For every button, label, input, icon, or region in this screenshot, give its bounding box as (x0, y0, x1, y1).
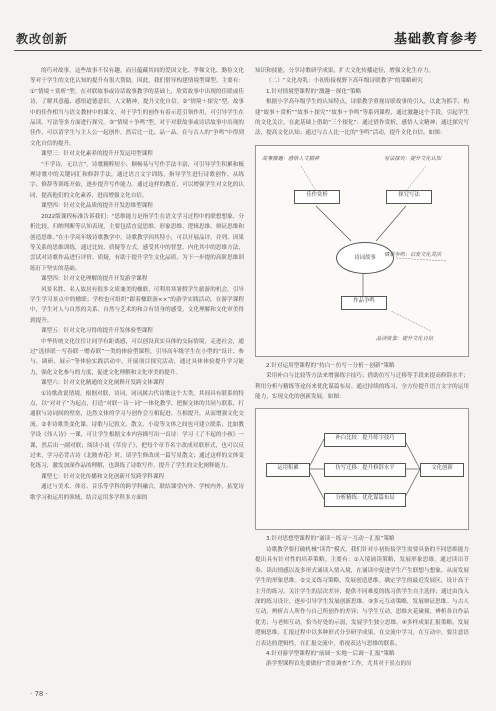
box-analyze-refine: 分析精练：优化谋篇布局 (324, 493, 406, 507)
box-apply-accumulate: 运用积累 (266, 463, 310, 477)
section-heading: 课型七：针对文化传播和文化创新开发跨学科课程 (41, 473, 165, 480)
section-heading: 课型四：针对文化品质的提升开发思维型课程 (41, 203, 153, 210)
center-poetry-story: 诗词故事 (336, 242, 394, 274)
section-heading: （二）“文化母乳：小初衔接视野下高年级诗联教学”的策略研究 (266, 78, 423, 85)
box-work-debate: 作品争鸣 (341, 296, 387, 310)
right-column (255, 66, 469, 686)
section-heading: 2.针对运用型课程的“持白－仿写－分析－创新”策略 (266, 362, 395, 369)
section-heading: 课型六：针对文化精通的文化阐释开发跨文体课程 (41, 380, 165, 387)
box-culture-innovation: 文化创新 (420, 463, 464, 477)
journal-name: 基础教育参考 (393, 32, 478, 47)
paragraph: 中华传统文化往往让同学有距离感，可以创设真实具体的交际情境，走进社会，通过“选择联－写春联－赠春联”一类的体验型课程，引导高年级学生在小型的“设计、参与、调研、展示”等体验实践活动中，开展项目探究活动，通过具体体验提升学习能力，强化文化参与的力度，促进文化理解和文化审美的提升。 (30, 338, 244, 376)
box-explore-writing: 探究写法 (386, 190, 432, 204)
section-heading: 3.针对思想型课程的“诵读－练习－互动－汇报”策略 (266, 536, 395, 543)
paragraph: 的巧对故事，这些故事不仅有趣，而且蕴藏其间的爱国文化、孝悌文化、勤俭文化等对于学生的文化认知的提升有很大帮助。因此，我们借导构建情境型课型。主要有：①“情境＋赏析”型。在对联故事或诗话故事教学的基础上，欣赏故事中出现的佳联或佳诗，了解其意蕴、感悟道德意识、人文精神，提升文化自信。②“情境＋探究”型。故事中的佳作相当与语文教材中的课文，对于学生的创作有着示范引领作用，可引导学生在品读、写法等多方面进行探究。③“情境＋争鸣”型。对于对联故事或诗话故事中出现的佳作，可以请学生与主人公一起创作，然后比一比、品一品、在与古人的“争鸣”中得到文化自信的提升。 (30, 68, 244, 147)
box-appreciate: 佳作赏析 (294, 190, 340, 204)
header-rule (14, 50, 482, 51)
section-heading: 课型三：针对文化素养的提升开发运用型课程 (41, 151, 153, 158)
paragraph: “不学诗，无以言”。诗歌精粹短小、顺畅易与写作手法丰富，可引导学生积累和梳理诗歌中的关键词汇和修辞手法，通过语言文字训练，指导学生进行诗歌创作、从练字、修辞等训练开始，逐步提升写作能力。通过这样的教育，可以增强学生对文化的认同，提高他们的文化素养，进而增强文化自信。 (30, 161, 244, 199)
paragraph: 知识和技能，分享诗歌研学成果，扩大文化传播途径，增强文化生存力。 (255, 68, 435, 74)
page-number: · 78 · (30, 690, 48, 698)
box-imitate-transfer: 仿写迁移：提升修辞水平 (324, 463, 406, 477)
paragraph: 2022版课程标准告诉我们：“思维能力是指学生在语文学习过程中的联想想象、分析比较、归纳判断等认知表现，主要包括直觉思维、形象思维、逻辑思维、辩证思维和创造思维。”在小学高年级诗歌教学中，诗歌教学因其特小，可以开展品评、并列、因果等关系的思维训练，通过比较、质疑等方式，感受其中的智慧，内化其中的思维方法，尝试对诗歌作品进行评价、质疑，有助于提升学生文化品质，为下一步提的高阶思维训练打下坚实的基础。 (30, 213, 244, 272)
paragraph: 采用补白与比较等方法来增强练字技巧；借助仿写与迁移等手段来提高修辞水平；利用分析与精练等途径来优化谋篇布局。通过持续的练习，全方位提升语言文字的运用能力，实现文化的创新发展。如图： (255, 373, 469, 401)
paragraph: 风景名胜、名人故居有很多文质兼美的楹联，可利用寒暑假学生旅游的机会，引导学生学习景点中的楹联；学校也可组织“跟着楹联游××”的游学实践活动，在游学课程中，学生对人与自然的关系、自然与艺术的和合有切身的感受，文化理解和文化审美得到提升。 (30, 286, 244, 324)
note-scene-debate: 情景争鸣：启发文化灵活 (384, 251, 442, 258)
journal-section-title: 教改创新 (16, 32, 69, 46)
note-reading-appreciation: 品读赏鉴：提升文化自信 (376, 335, 434, 342)
page-header (0, 0, 496, 47)
section-heading: 课型四：针对文化理解的提升开发游学课程 (41, 276, 148, 283)
left-column (30, 66, 244, 686)
paragraph: 诗歌教学要打破机械“读背”模式，我们针对小初衔接学生需要具备的不同思维能力提出具有针对性的培养策略。主要有：①入境诵读策略，发展形象思维。通过读出节奏、读出情感以及多形式诵读入情入境，在诵读中促进学生产生联想与想象，从而发展学生的形象思维。②交叉练习策略，发展创造思维。确定学生的最近发展区，设计高于主升的练习，关注学生的层次差异，提供不同难度的练习供学生自主选择；通过由浅入深的练习设计，逐步引导学生发展创新思维。③多元互动策略，发展辩证思维。与古人互动，辨析古人所作与自己所创作的差异；与学生互动，思维火花碰撞，辨析各自作品优劣；与老师互动，恰当好处的示弱，发展学生独立思维。④多样成果汇报策略，发展逻辑思维。汇报过程中以多种形式分享研学成果，在交流中学习，在互动中，要注意语言表达的逻辑性，在汇报交流中，重视表达与思维的联系。 (255, 546, 469, 647)
paragraph: ①诗歌改说情境。根据对联、诗词、词词属古代诗歌这个大类，其间具有联系的特点，以“对对子”为起点，打造“对联－诗－词”一体化教学，把握文体的共同与联系，打通联与诗词间的壁垒，达然文体的学习与创作会互相促进、互相提升，从而增强文化交流。②非诗歌类变化课。诗歌与记叙文、散文、小说等文体之间也可建立联系，比如教学设《伟人诗》一课，可让学生根据文本内容描写出一首诗：学习《了不起的小孩》一课，然后出一副对联；阅读小说《草房子》，把每个章节名字改成对联形式，也可以反过来，学习必背古诗《北陂杏花》时，请学生修改成一篇写景散文；通过这样的文体变化练习，激发加深作品的理解，也训练了诗歌写作，提升了学生的文化阐释能力。 (30, 390, 244, 470)
note-story-interest: 故事激趣：感悟人文精神 (262, 155, 320, 162)
note-writing-explore: 写法探究：提升文化认知 (384, 155, 442, 162)
section-heading: 课型五：针对文化习得的提升开发体验型课程 (41, 328, 153, 335)
paragraph: 根据小学高年级学生的认知特点，诗联教学重视诗联故事的引入，以此为抓手，构建“故事＋赏析”“故事＋探究”“故事＋争鸣”等系列课程，通过激趣这个手段，引起学生的文化关注，在此基础上借助“三个探化”：通过借作赏析，感悟人文精神；通过探究写法，提高文化认知；通过与古人比一比的“争鸣”活动，提升文化自信。如图： (255, 99, 469, 137)
section-heading: 1.针对情境型课程的“激趣－探化”策略 (266, 88, 362, 95)
paragraph: 游学型课程首先要做好“背景调查”工作，尤其对于景点的历 (266, 661, 412, 668)
paragraph: 通过与美术、体育、音乐等学科的跨学科融合，联结课堂内外、学校内外，拓宽诗歌学习和运用的领域，结合运用多学科多方面的 (30, 484, 244, 501)
figure-situational-strategy (255, 145, 469, 357)
figure-application-strategy (255, 408, 469, 530)
box-fill-compare: 补白比较：提升练字技巧 (324, 433, 406, 447)
section-heading: 4.针对游学型课程的“前调－实地－后调－汇报”策略 (266, 650, 395, 657)
